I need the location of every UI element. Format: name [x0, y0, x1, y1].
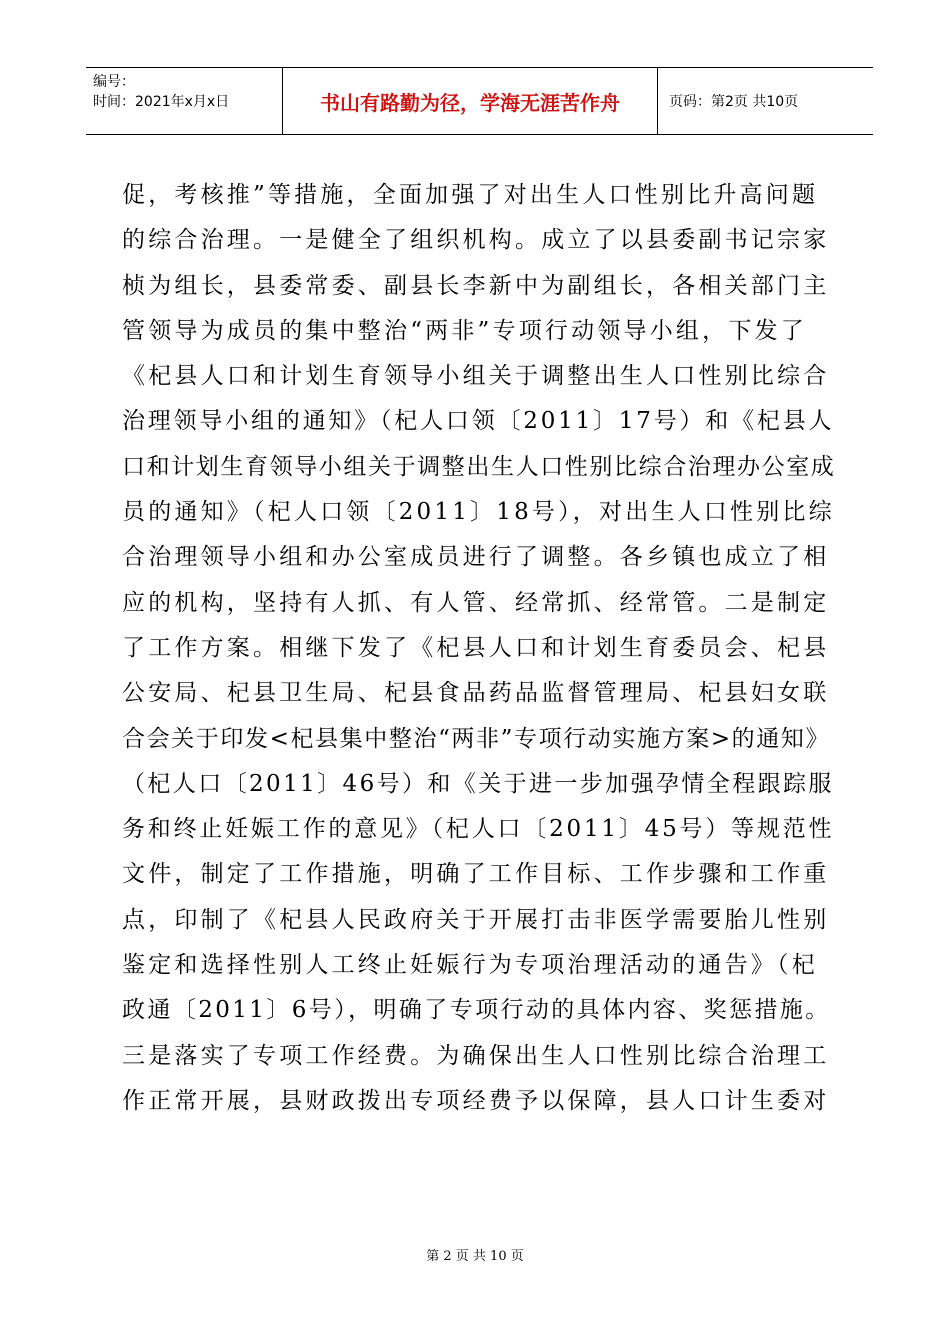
body-line: 合治理领导小组和办公室成员进行了调整。各乡镇也成立了相 [122, 544, 830, 571]
body-line: 务和终止妊娠工作的意见》（杞人口〔2011〕45号）等规范性 [122, 816, 835, 843]
body-line: 公安局、杞县卫生局、杞县食品药品监督管理局、杞县妇女联 [122, 680, 830, 707]
header-meta [93, 72, 229, 112]
body-line: 口和计划生育领导小组关于调整出生人口性别比综合治理办公室成 [122, 453, 836, 480]
body-line: 鉴定和选择性别人工终止妊娠行为专项治理活动的通告》（杞 [122, 952, 818, 979]
body-line: 治理领导小组的通知》（杞人口领〔2011〕17号）和《杞县人 [122, 408, 835, 435]
body-line: 促，考核推”等措施，全面加强了对出生人口性别比升高问题 [122, 182, 819, 208]
body-line: （杞人口〔2011〕46号）和《关于进一步加强孕情全程跟踪服 [122, 770, 834, 797]
header-divider-right [657, 68, 658, 134]
header-motto: 书山有路勤为径，学海无涯苦作舟 [320, 90, 620, 115]
body-line: 《杞县人口和计划生育领导小组关于调整出生人口性别比综合 [122, 363, 830, 390]
document-number-label: 编号： [93, 74, 135, 90]
body-line: 的综合治理。一是健全了组织机构。成立了以县委副书记宗家 [122, 227, 830, 254]
body-line: 点，印制了《杞县人民政府关于开展打击非医学需要胎儿性别 [122, 906, 830, 933]
body-line: 合会关于印发<杞县集中整治“两非”专项行动实施方案>的通知》 [122, 725, 831, 752]
body-line: 政通〔2011〕6号），明确了专项行动的具体内容、奖惩措施。 [122, 997, 831, 1024]
body-line: 员的通知》（杞人口领〔2011〕18号），对出生人口性别比综 [122, 499, 835, 526]
body-line: 管领导为成员的集中整治“两非”专项行动领导小组，下发了 [122, 317, 807, 344]
body-line: 三是落实了专项工作经费。为确保出生人口性别比综合治理工 [122, 1042, 830, 1069]
document-body [122, 173, 838, 1124]
body-line: 了工作方案。相继下发了《杞县人口和计划生育委员会、杞县 [122, 634, 830, 661]
body-line: 桢为组长，县委常委、副县长李新中为副组长，各相关部门主 [122, 272, 830, 299]
body-line: 文件，制定了工作措施，明确了工作目标、工作步骤和工作重 [122, 861, 830, 888]
page-header [86, 67, 873, 135]
page-footer: 第 2 页 共 10 页 [426, 1249, 524, 1264]
body-line: 作正常开展，县财政拨出专项经费予以保障，县人口计生委对 [122, 1087, 830, 1114]
header-page-info: 页码：第2页 共10页 [669, 94, 799, 110]
body-line: 应的机构，坚持有人抓、有人管、经常抓、经常管。二是制定 [122, 589, 830, 616]
document-time-label: 时间：2021年x月x日 [93, 94, 230, 110]
